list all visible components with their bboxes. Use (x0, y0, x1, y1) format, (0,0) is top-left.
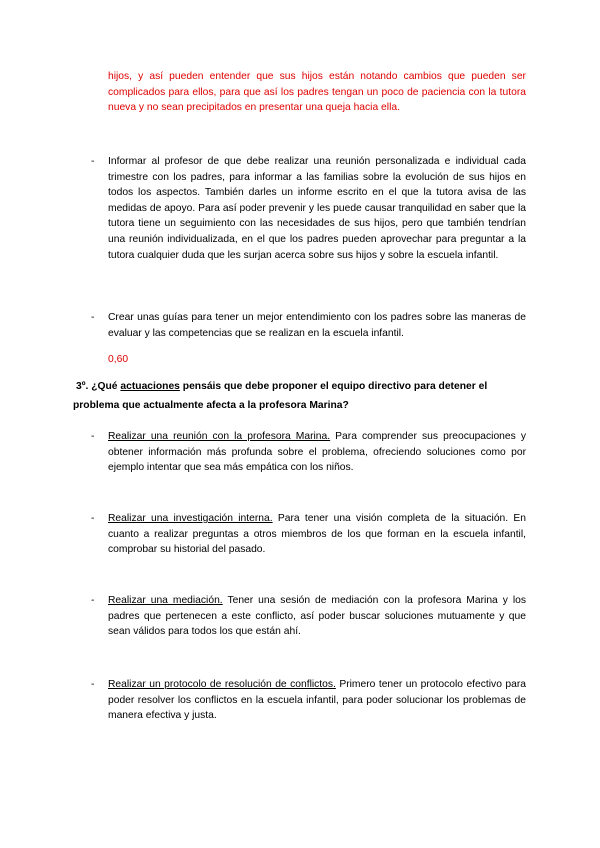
bullet-dash: - (91, 156, 95, 167)
bullet-dash: - (91, 513, 95, 524)
bullet-body: Para comprender sus preocupaciones y obtener información más profunda sobre el problema, ofreciendo soluciones como por ejemplo intentar que sea más empática con los niños. (108, 431, 526, 474)
bullet-mediacion (108, 593, 526, 640)
bullet-title: Realizar un protocolo de resolución de conflictos. (108, 679, 336, 690)
bullet-title: Realizar una investigación interna. (108, 513, 273, 524)
bullet-title: Realizar una mediación. (108, 595, 223, 606)
bullet-informar-profesor: Informar al profesor de que debe realizar una reunión personalizada e individual cada trimestre con los padres, para informar a las familias sobre la evolución de sus hijos en todos los aspectos. También darles un informe escrito en el que la tutora avisa de las medidas de apoyo. Para así poder prevenir y les puede causar tranquilidad en saber que la tutora tiene un seguimiento con las necesidades de sus hijos, pero que también tendrían una reunión individualizada, en el que los padres pueden aprovechar para preguntar a la tutora cualquier duda que les surjan acerca sobre sus hijos y sobre la escuela infantil. (108, 156, 526, 261)
bullet-crear-guias: Crear unas guías para tener un mejor entendimiento con los padres sobre las maneras de evaluar y las competencias que se realizan en la escuela infantil. (108, 312, 526, 339)
bullet-dash: - (91, 679, 95, 690)
bullet-investigacion-interna (108, 511, 526, 558)
bullet-dash: - (91, 431, 95, 442)
bullet-body: Tener una sesión de mediación con la profesora Marina y los padres que pertenecen a este conflicto, así poder buscar soluciones mutuamente y que sean válidos para todos los que están ahí. (108, 595, 527, 638)
red-feedback-paragraph: hijos, y así pueden entender que sus hijos están notando cambios que pueden ser complicados para ellos, para que así los padres tengan un poco de paciencia con la tutora nueva y no sean precipitados en presentar una queja hacia ella. (108, 71, 526, 114)
score-value: 0,60 (108, 354, 129, 365)
bullet-body: Primero tener un protocolo efectivo para poder resolver los conflictos en la escuela infantil, para poder solucionar los problemas de manera efectiva y justa. (108, 679, 526, 722)
question-prefix: 3º. ¿Qué (76, 381, 121, 392)
bullet-reunion-marina (108, 429, 526, 476)
question-underlined-word: actuaciones (120, 381, 180, 392)
question-suffix: pensáis que debe proponer el equipo directivo para detener el problema que actualmente afecta a la profesora Marina? (73, 381, 488, 411)
question-heading (73, 377, 528, 415)
bullet-dash: - (91, 312, 95, 323)
bullet-body: Para tener una visión completa de la situación. En cuanto a realizar preguntas a otros miembros de los que forman en la escuela infantil, comprobar su historial del pasado. (108, 513, 526, 556)
bullet-title: Realizar una reunión con la profesora Marina. (108, 431, 331, 442)
bullet-dash: - (91, 595, 95, 606)
bullet-protocolo-conflictos (108, 677, 526, 724)
